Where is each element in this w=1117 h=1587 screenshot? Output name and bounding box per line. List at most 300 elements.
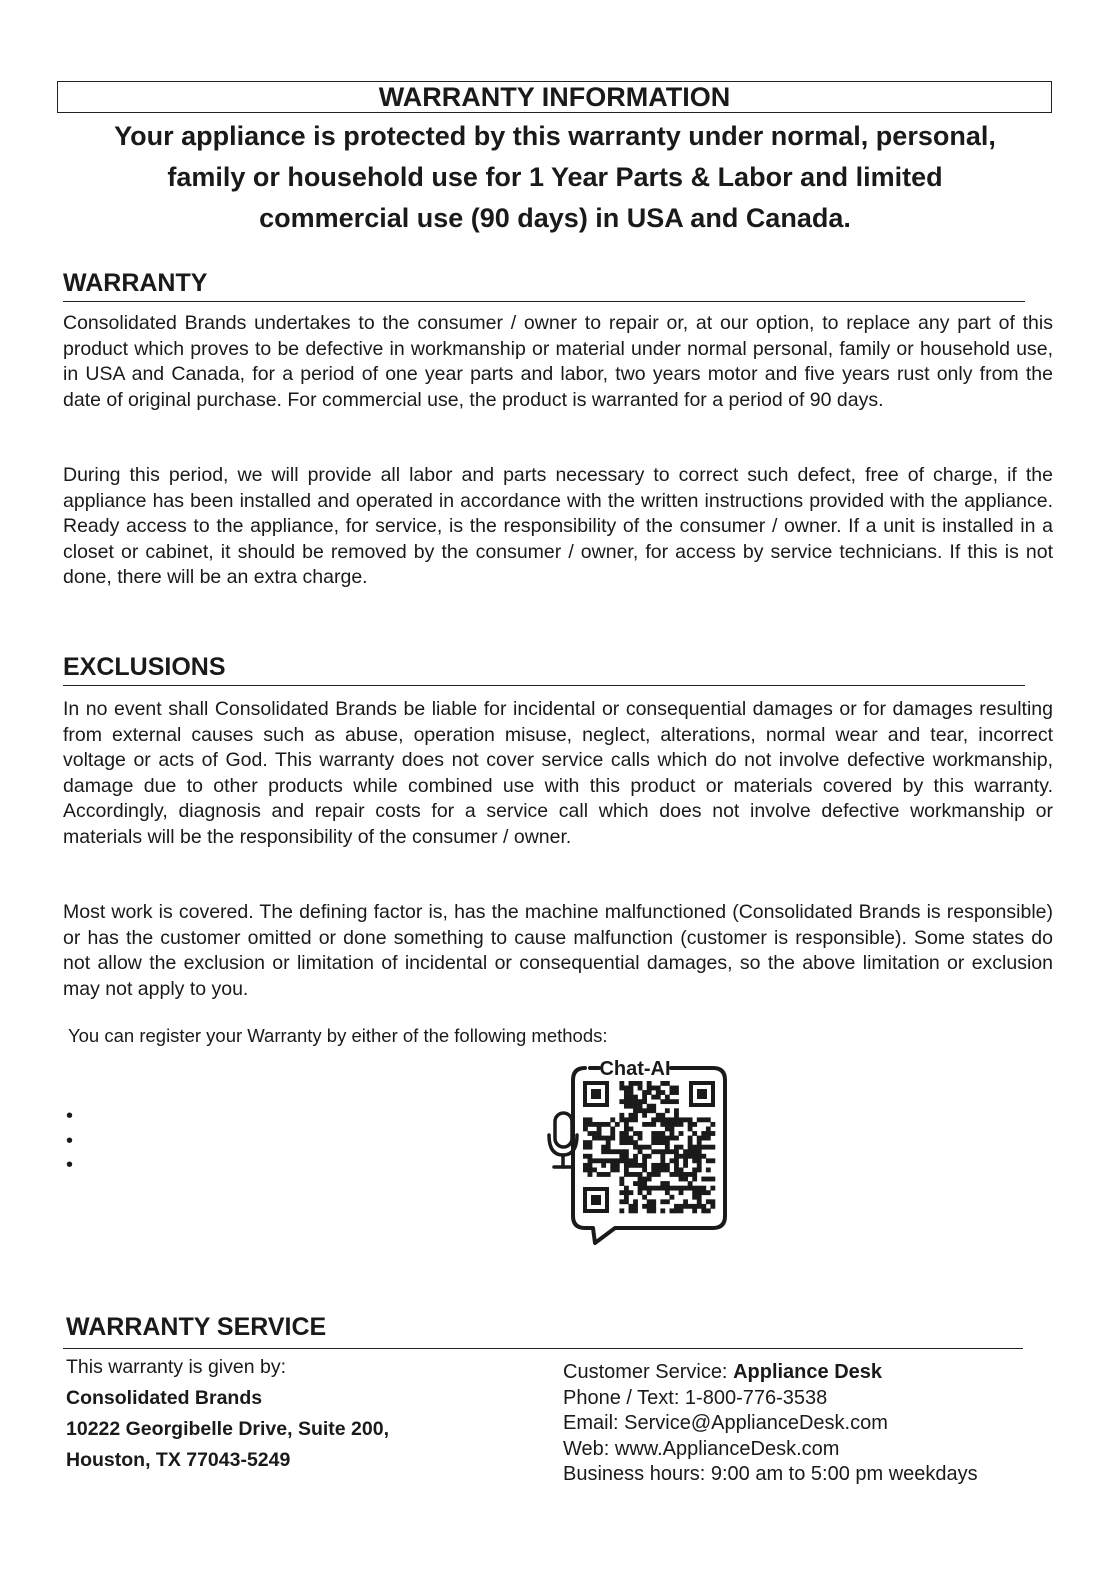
- qr-module: [656, 1136, 661, 1141]
- qr-module: [692, 1208, 697, 1213]
- qr-module: [701, 1208, 706, 1213]
- qr-module: [633, 1154, 638, 1159]
- qr-module: [633, 1140, 638, 1145]
- qr-module: [665, 1167, 670, 1172]
- qr-module: [651, 1199, 656, 1204]
- qr-module: [624, 1131, 629, 1136]
- qr-module: [665, 1149, 670, 1154]
- qr-module: [583, 1145, 588, 1150]
- qr-module: [647, 1186, 652, 1191]
- qr-module: [674, 1145, 679, 1150]
- qr-module: [624, 1086, 629, 1091]
- qr-module: [665, 1099, 670, 1104]
- qr-module: [665, 1136, 670, 1141]
- qr-module: [679, 1154, 684, 1159]
- section-divider: [63, 685, 1025, 686]
- qr-module: [583, 1167, 588, 1172]
- qr-module: [629, 1127, 634, 1132]
- qr-module: [629, 1204, 634, 1209]
- qr-module: [656, 1117, 661, 1122]
- qr-module: [647, 1086, 652, 1091]
- qr-module: [597, 1136, 602, 1141]
- qr-module: [651, 1163, 656, 1168]
- qr-module: [669, 1158, 674, 1163]
- qr-module: [651, 1086, 656, 1091]
- qr-module: [710, 1145, 715, 1150]
- qr-module: [642, 1090, 647, 1095]
- qr-module: [629, 1172, 634, 1177]
- qr-module: [656, 1172, 661, 1177]
- qr-module: [669, 1172, 674, 1177]
- qr-module: [706, 1127, 711, 1132]
- qr-module: [633, 1095, 638, 1100]
- list-bullet: •: [66, 1105, 74, 1127]
- qr-module: [710, 1186, 715, 1191]
- page-title: WARRANTY INFORMATION: [57, 81, 1052, 113]
- qr-module: [638, 1190, 643, 1195]
- qr-module: [606, 1140, 611, 1145]
- qr-module: [660, 1090, 665, 1095]
- qr-module: [638, 1081, 643, 1086]
- qr-module: [619, 1154, 624, 1159]
- qr-module: [660, 1131, 665, 1136]
- qr-module: [610, 1127, 615, 1132]
- qr-module: [619, 1177, 624, 1182]
- qr-module: [683, 1163, 688, 1168]
- qr-module: [624, 1117, 629, 1122]
- qr-module: [651, 1140, 656, 1145]
- qr-module: [629, 1095, 634, 1100]
- qr-module: [651, 1122, 656, 1127]
- qr-module: [651, 1208, 656, 1213]
- qr-module: [588, 1117, 593, 1122]
- company-name: Consolidated Brands: [66, 1387, 263, 1409]
- qr-module: [583, 1163, 588, 1168]
- register-intro: You can register your Warranty by either of the following methods:: [68, 1025, 608, 1046]
- qr-module: [697, 1195, 702, 1200]
- qr-module: [651, 1104, 656, 1109]
- qr-module: [601, 1145, 606, 1150]
- chat-ai-qr-badge[interactable]: [545, 1053, 730, 1248]
- qr-module: [688, 1154, 693, 1159]
- qr-module: [647, 1190, 652, 1195]
- qr-module: [624, 1195, 629, 1200]
- qr-module: [633, 1145, 638, 1150]
- qr-module: [710, 1204, 715, 1209]
- qr-module: [638, 1145, 643, 1150]
- warranty-service-heading: WARRANTY SERVICE: [66, 1313, 327, 1341]
- qr-module: [592, 1131, 597, 1136]
- qr-module: [674, 1117, 679, 1122]
- qr-module: [651, 1136, 656, 1141]
- qr-module: [692, 1190, 697, 1195]
- qr-module: [660, 1140, 665, 1145]
- qr-module: [619, 1149, 624, 1154]
- qr-module: [642, 1158, 647, 1163]
- qr-module: [629, 1113, 634, 1118]
- qr-module: [642, 1108, 647, 1113]
- customer-service-name: Appliance Desk: [733, 1361, 883, 1383]
- qr-module: [638, 1163, 643, 1168]
- qr-module: [619, 1099, 624, 1104]
- qr-module: [651, 1095, 656, 1100]
- qr-module: [660, 1154, 665, 1159]
- customer-service-label: Customer Service:: [563, 1361, 734, 1383]
- exclusions-heading: EXCLUSIONS: [63, 653, 226, 681]
- qr-module: [669, 1127, 674, 1132]
- qr-code-icon: [583, 1081, 715, 1213]
- qr-module: [642, 1177, 647, 1182]
- qr-module: [588, 1154, 593, 1159]
- qr-module: [692, 1158, 697, 1163]
- given-by-text: This warranty is given by:: [66, 1356, 286, 1378]
- qr-module: [601, 1163, 606, 1168]
- qr-module: [656, 1113, 661, 1118]
- qr-module: [674, 1122, 679, 1127]
- qr-module: [674, 1090, 679, 1095]
- qr-module: [619, 1117, 624, 1122]
- qr-module: [679, 1208, 684, 1213]
- qr-module: [706, 1145, 711, 1150]
- qr-module: [629, 1190, 634, 1195]
- qr-module: [651, 1186, 656, 1191]
- qr-module: [638, 1177, 643, 1182]
- qr-module: [647, 1104, 652, 1109]
- qr-module: [683, 1204, 688, 1209]
- qr-module: [629, 1099, 634, 1104]
- qr-module: [647, 1145, 652, 1150]
- qr-module: [669, 1117, 674, 1122]
- qr-module: [656, 1186, 661, 1191]
- qr-module: [656, 1149, 661, 1154]
- qr-module: [624, 1090, 629, 1095]
- qr-module: [638, 1108, 643, 1113]
- qr-module: [674, 1099, 679, 1104]
- qr-module: [610, 1136, 615, 1141]
- qr-module: [588, 1145, 593, 1150]
- qr-module: [697, 1136, 702, 1141]
- qr-module: [674, 1086, 679, 1091]
- qr-module: [638, 1131, 643, 1136]
- qr-module: [629, 1158, 634, 1163]
- qr-module: [624, 1158, 629, 1163]
- qr-module: [660, 1136, 665, 1141]
- qr-module: [660, 1081, 665, 1086]
- qr-module: [588, 1167, 593, 1172]
- qr-module: [688, 1122, 693, 1127]
- qr-module: [647, 1177, 652, 1182]
- qr-module: [683, 1149, 688, 1154]
- qr-module: [706, 1199, 711, 1204]
- qr-module: [619, 1086, 624, 1091]
- qr-module: [692, 1145, 697, 1150]
- qr-module: [619, 1190, 624, 1195]
- qr-module: [588, 1163, 593, 1168]
- qr-module: [651, 1131, 656, 1136]
- qr-module: [683, 1186, 688, 1191]
- qr-module: [701, 1136, 706, 1141]
- qr-module: [651, 1204, 656, 1209]
- qr-module: [660, 1167, 665, 1172]
- qr-module: [701, 1204, 706, 1209]
- qr-module: [647, 1154, 652, 1159]
- qr-module: [642, 1095, 647, 1100]
- qr-module: [638, 1086, 643, 1091]
- qr-module: [710, 1199, 715, 1204]
- qr-module: [619, 1131, 624, 1136]
- qr-module: [638, 1149, 643, 1154]
- qr-module: [669, 1208, 674, 1213]
- qr-module: [665, 1122, 670, 1127]
- qr-module: [619, 1081, 624, 1086]
- qr-module: [683, 1199, 688, 1204]
- qr-module: [692, 1204, 697, 1209]
- qr-module: [688, 1186, 693, 1191]
- qr-module: [610, 1158, 615, 1163]
- qr-module: [642, 1181, 647, 1186]
- qr-module: [597, 1127, 602, 1132]
- qr-module: [701, 1177, 706, 1182]
- qr-module: [642, 1145, 647, 1150]
- qr-module: [656, 1086, 661, 1091]
- registration-methods-list: [66, 1104, 73, 1178]
- qr-module: [638, 1099, 643, 1104]
- qr-module: [619, 1158, 624, 1163]
- qr-module: [692, 1186, 697, 1191]
- qr-module: [583, 1117, 588, 1122]
- web-link[interactable]: Web: www.ApplianceDesk.com: [563, 1437, 840, 1460]
- qr-module: [656, 1131, 661, 1136]
- qr-module: [615, 1163, 620, 1168]
- qr-module: [697, 1204, 702, 1209]
- qr-module: [706, 1117, 711, 1122]
- qr-module: [697, 1163, 702, 1168]
- qr-module: [588, 1140, 593, 1145]
- qr-module: [592, 1158, 597, 1163]
- qr-module: [629, 1163, 634, 1168]
- qr-module: [674, 1154, 679, 1159]
- qr-module: [701, 1131, 706, 1136]
- customer-service-block: [563, 1360, 978, 1488]
- qr-module: [629, 1208, 634, 1213]
- email-text[interactable]: Email: Service@ApplianceDesk.com: [563, 1412, 888, 1434]
- qr-module: [701, 1117, 706, 1122]
- qr-module: [601, 1158, 606, 1163]
- summary-line: commercial use (90 days) in USA and Canada.: [259, 203, 851, 233]
- qr-module: [697, 1145, 702, 1150]
- qr-module: [624, 1149, 629, 1154]
- business-hours: Business hours: 9:00 am to 5:00 pm weekdays: [563, 1463, 978, 1485]
- qr-module: [710, 1131, 715, 1136]
- qr-module: [606, 1122, 611, 1127]
- qr-module: [624, 1099, 629, 1104]
- qr-module: [601, 1136, 606, 1141]
- qr-module: [629, 1104, 634, 1109]
- qr-module: [669, 1149, 674, 1154]
- qr-module: [656, 1163, 661, 1168]
- warranty-summary: [70, 116, 1040, 239]
- qr-module: [615, 1158, 620, 1163]
- qr-module: [633, 1158, 638, 1163]
- qr-module: [656, 1090, 661, 1095]
- qr-module: [606, 1145, 611, 1150]
- qr-module: [674, 1204, 679, 1209]
- qr-module: [624, 1104, 629, 1109]
- qr-module: [624, 1172, 629, 1177]
- qr-module: [624, 1163, 629, 1168]
- qr-module: [642, 1186, 647, 1191]
- qr-module: [624, 1167, 629, 1172]
- qr-module: [660, 1181, 665, 1186]
- qr-module: [615, 1122, 620, 1127]
- qr-module: [638, 1186, 643, 1191]
- qr-module: [665, 1145, 670, 1150]
- qr-module: [583, 1140, 588, 1145]
- warranty-paragraph: During this period, we will provide all labor and parts necessary to correct such defect, free of charge, if the appliance has been installed and operated in accordance with the written instructions provided with the appliance. Ready access to the appliance, for service, is the responsibility of the consumer / owner. If a unit is installed in a closet or cabinet, it should be removed by the consumer / owner, for access by service technicians. If this is not done, there will be an extra charge.: [63, 464, 1053, 588]
- qr-module: [633, 1199, 638, 1204]
- qr-module: [610, 1117, 615, 1122]
- qr-module: [624, 1186, 629, 1191]
- summary-line: Your appliance is protected by this warranty under normal, personal,: [114, 121, 996, 151]
- qr-module: [656, 1095, 661, 1100]
- warrantor-block: [66, 1355, 389, 1476]
- qr-module: [697, 1154, 702, 1159]
- qr-module: [651, 1167, 656, 1172]
- qr-module: [679, 1172, 684, 1177]
- qr-module: [583, 1127, 588, 1132]
- qr-module: [619, 1140, 624, 1145]
- qr-module: [669, 1131, 674, 1136]
- phone-text[interactable]: Phone / Text: 1-800-776-3538: [563, 1386, 828, 1409]
- qr-module: [692, 1131, 697, 1136]
- qr-module: [660, 1149, 665, 1154]
- qr-module: [688, 1145, 693, 1150]
- qr-module: [660, 1158, 665, 1163]
- qr-module: [683, 1158, 688, 1163]
- qr-module: [665, 1081, 670, 1086]
- warranty-heading: WARRANTY: [63, 269, 208, 297]
- qr-module: [633, 1204, 638, 1209]
- qr-module: [633, 1113, 638, 1118]
- qr-module: [660, 1163, 665, 1168]
- qr-module: [647, 1172, 652, 1177]
- chat-bubble-icon: [545, 1053, 730, 1248]
- qr-module: [624, 1199, 629, 1204]
- qr-module: [642, 1195, 647, 1200]
- qr-module: [674, 1108, 679, 1113]
- exclusions-paragraph: Most work is covered. The defining factor is, has the machine malfunctioned (Consolidated Brands is responsible) or has the customer omitted or done something to cause malfunction (customer is responsible). Some states do not allow the exclusion or limitation of incidental or consequential damages, so the above limitation or exclusion may not apply to you.: [63, 901, 1053, 1000]
- customer-service-line: [563, 1360, 978, 1386]
- qr-module: [697, 1167, 702, 1172]
- qr-module: [642, 1113, 647, 1118]
- qr-module: [629, 1117, 634, 1122]
- qr-module: [679, 1190, 684, 1195]
- qr-module: [592, 1167, 597, 1172]
- qr-module: [624, 1154, 629, 1159]
- qr-module: [688, 1117, 693, 1122]
- qr-module: [688, 1204, 693, 1209]
- qr-module: [710, 1122, 715, 1127]
- qr-module: [665, 1095, 670, 1100]
- qr-module: [660, 1113, 665, 1118]
- qr-module: [610, 1163, 615, 1168]
- qr-module: [629, 1090, 634, 1095]
- qr-module: [615, 1167, 620, 1172]
- qr-module: [642, 1167, 647, 1172]
- qr-module: [697, 1190, 702, 1195]
- qr-module: [583, 1154, 588, 1159]
- qr-module: [647, 1090, 652, 1095]
- qr-module: [683, 1172, 688, 1177]
- qr-module: [688, 1181, 693, 1186]
- list-bullet: •: [66, 1129, 74, 1152]
- qr-module: [697, 1199, 702, 1204]
- qr-module: [606, 1149, 611, 1154]
- qr-module: [656, 1167, 661, 1172]
- qr-module: [701, 1186, 706, 1191]
- qr-module: [651, 1172, 656, 1177]
- qr-module: [669, 1195, 674, 1200]
- qr-module: [660, 1117, 665, 1122]
- qr-module: [656, 1140, 661, 1145]
- qr-module: [674, 1172, 679, 1177]
- qr-module: [669, 1099, 674, 1104]
- qr-module: [706, 1177, 711, 1182]
- qr-module: [633, 1208, 638, 1213]
- qr-module: [706, 1136, 711, 1141]
- qr-module: [624, 1190, 629, 1195]
- qr-module: [588, 1158, 593, 1163]
- qr-module: [683, 1117, 688, 1122]
- qr-module: [683, 1154, 688, 1159]
- qr-module: [588, 1131, 593, 1136]
- qr-module: [679, 1145, 684, 1150]
- qr-module: [665, 1127, 670, 1132]
- qr-module: [629, 1140, 634, 1145]
- qr-module: [706, 1208, 711, 1213]
- qr-module: [647, 1208, 652, 1213]
- qr-module: [701, 1190, 706, 1195]
- qr-module: [692, 1172, 697, 1177]
- qr-module: [697, 1186, 702, 1191]
- qr-module: [688, 1140, 693, 1145]
- warranty-paragraph: Consolidated Brands undertakes to the consumer / owner to repair or, at our option, to replace any part of this product which proves to be defective in workmanship or material under normal personal, family or household use, in USA and Canada, for a period of one year parts and labor, two years motor and five years rust only from the date of original purchase. For commercial use, the product is warranted for a period of 90 days.: [63, 312, 1053, 411]
- qr-module: [665, 1190, 670, 1195]
- qr-module: [615, 1149, 620, 1154]
- qr-module: [592, 1122, 597, 1127]
- qr-label: Chat-AI: [599, 1058, 671, 1080]
- qr-module: [679, 1167, 684, 1172]
- qr-module: [674, 1163, 679, 1168]
- qr-module: [688, 1136, 693, 1141]
- qr-module: [651, 1117, 656, 1122]
- qr-module: [701, 1145, 706, 1150]
- qr-module: [647, 1081, 652, 1086]
- qr-module: [660, 1186, 665, 1191]
- address-line: 10222 Georgibelle Drive, Suite 200,: [66, 1418, 389, 1440]
- qr-module: [597, 1172, 602, 1177]
- qr-module: [606, 1172, 611, 1177]
- qr-module: [679, 1122, 684, 1127]
- qr-module: [710, 1177, 715, 1182]
- qr-module: [638, 1181, 643, 1186]
- qr-module: [692, 1149, 697, 1154]
- qr-module: [629, 1086, 634, 1091]
- qr-module: [665, 1108, 670, 1113]
- qr-module: [624, 1140, 629, 1145]
- qr-module: [619, 1136, 624, 1141]
- qr-module: [665, 1186, 670, 1191]
